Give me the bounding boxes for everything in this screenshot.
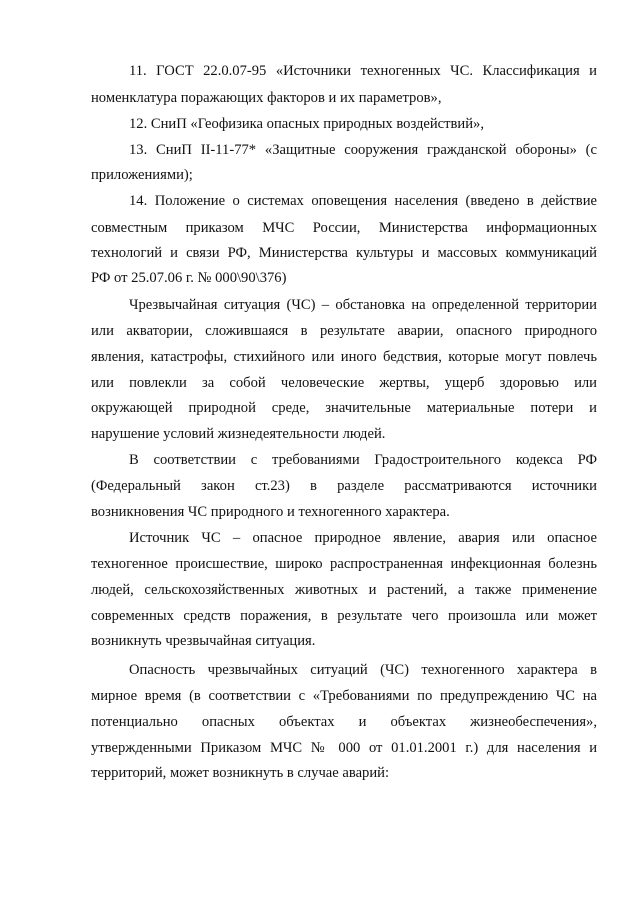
paragraph-line: В соответствии с требованиями Градостроительного кодекса РФ bbox=[129, 452, 597, 468]
paragraph-line: приложениями); bbox=[91, 167, 193, 183]
paragraph-line: Чрезвычайная ситуация (ЧС) – обстановка на определенной территории bbox=[129, 297, 597, 313]
paragraph-line: РФ от 25.07.06 г. № 000\90\376) bbox=[91, 270, 287, 286]
paragraph-line: или акватории, сложившаяся в результате аварии, опасного природного bbox=[91, 323, 597, 339]
paragraph-line: 13. СниП II-11-77* «Защитные сооружения гражданской обороны» (с bbox=[129, 142, 597, 158]
paragraph-line: людей, сельскохозяйственных животных и растений, а также применение bbox=[91, 582, 597, 598]
paragraph-line: технологий и связи РФ, Министерства культуры и массовых коммуникаций bbox=[91, 245, 597, 261]
paragraph-line: возникнуть чрезвычайная ситуация. bbox=[91, 633, 316, 649]
paragraph-line: явления, катастрофы, стихийного или иного бедствия, которые могут повлечь bbox=[91, 349, 597, 365]
paragraph-line: (Федеральный закон ст.23) в разделе рассматриваются источники bbox=[91, 478, 597, 494]
paragraph-line: территорий, может возникнуть в случае аварий: bbox=[91, 765, 390, 781]
paragraph-line: 12. СниП «Геофизика опасных природных воздействий», bbox=[129, 116, 484, 132]
paragraph-line: возникновения ЧС природного и техногенного характера. bbox=[91, 504, 450, 520]
paragraph-line: Опасность чрезвычайных ситуаций (ЧС) техногенного характера в bbox=[129, 662, 597, 678]
paragraph-line: окружающей природной среде, значительные материальные потери и bbox=[91, 400, 597, 416]
paragraph-line: современных средств поражения, в результате чего произошла или может bbox=[91, 608, 597, 624]
paragraph-line: или повлекли за собой человеческие жертвы, ущерб здоровью или bbox=[91, 375, 597, 391]
paragraph-line: техногенное происшествие, широко распространенная инфекционная болезнь bbox=[91, 556, 597, 572]
paragraph-line: потенциально опасных объектах и объектах жизнеобеспечения», bbox=[91, 714, 597, 730]
paragraph-line: 14. Положение о системах оповещения населения (введено в действие bbox=[129, 193, 597, 209]
paragraph-line: 11. ГОСТ 22.0.07-95 «Источники техногенных ЧС. Классификация и bbox=[129, 63, 597, 79]
paragraph-line: Источник ЧС – опасное природное явление, авария или опасное bbox=[129, 530, 597, 546]
paragraph-line: мирное время (в соответствии с «Требованиями по предупреждению ЧС на bbox=[91, 688, 597, 704]
paragraph-line: номенклатура поражающих факторов и их параметров», bbox=[91, 90, 442, 106]
paragraph-line: совместным приказом МЧС России, Министерства информационных bbox=[91, 220, 597, 236]
paragraph-line: нарушение условий жизнедеятельности людей. bbox=[91, 426, 386, 442]
paragraph-line: утвержденными Приказом МЧС № 000 от 01.01.2001 г.) для населения и bbox=[91, 740, 597, 756]
